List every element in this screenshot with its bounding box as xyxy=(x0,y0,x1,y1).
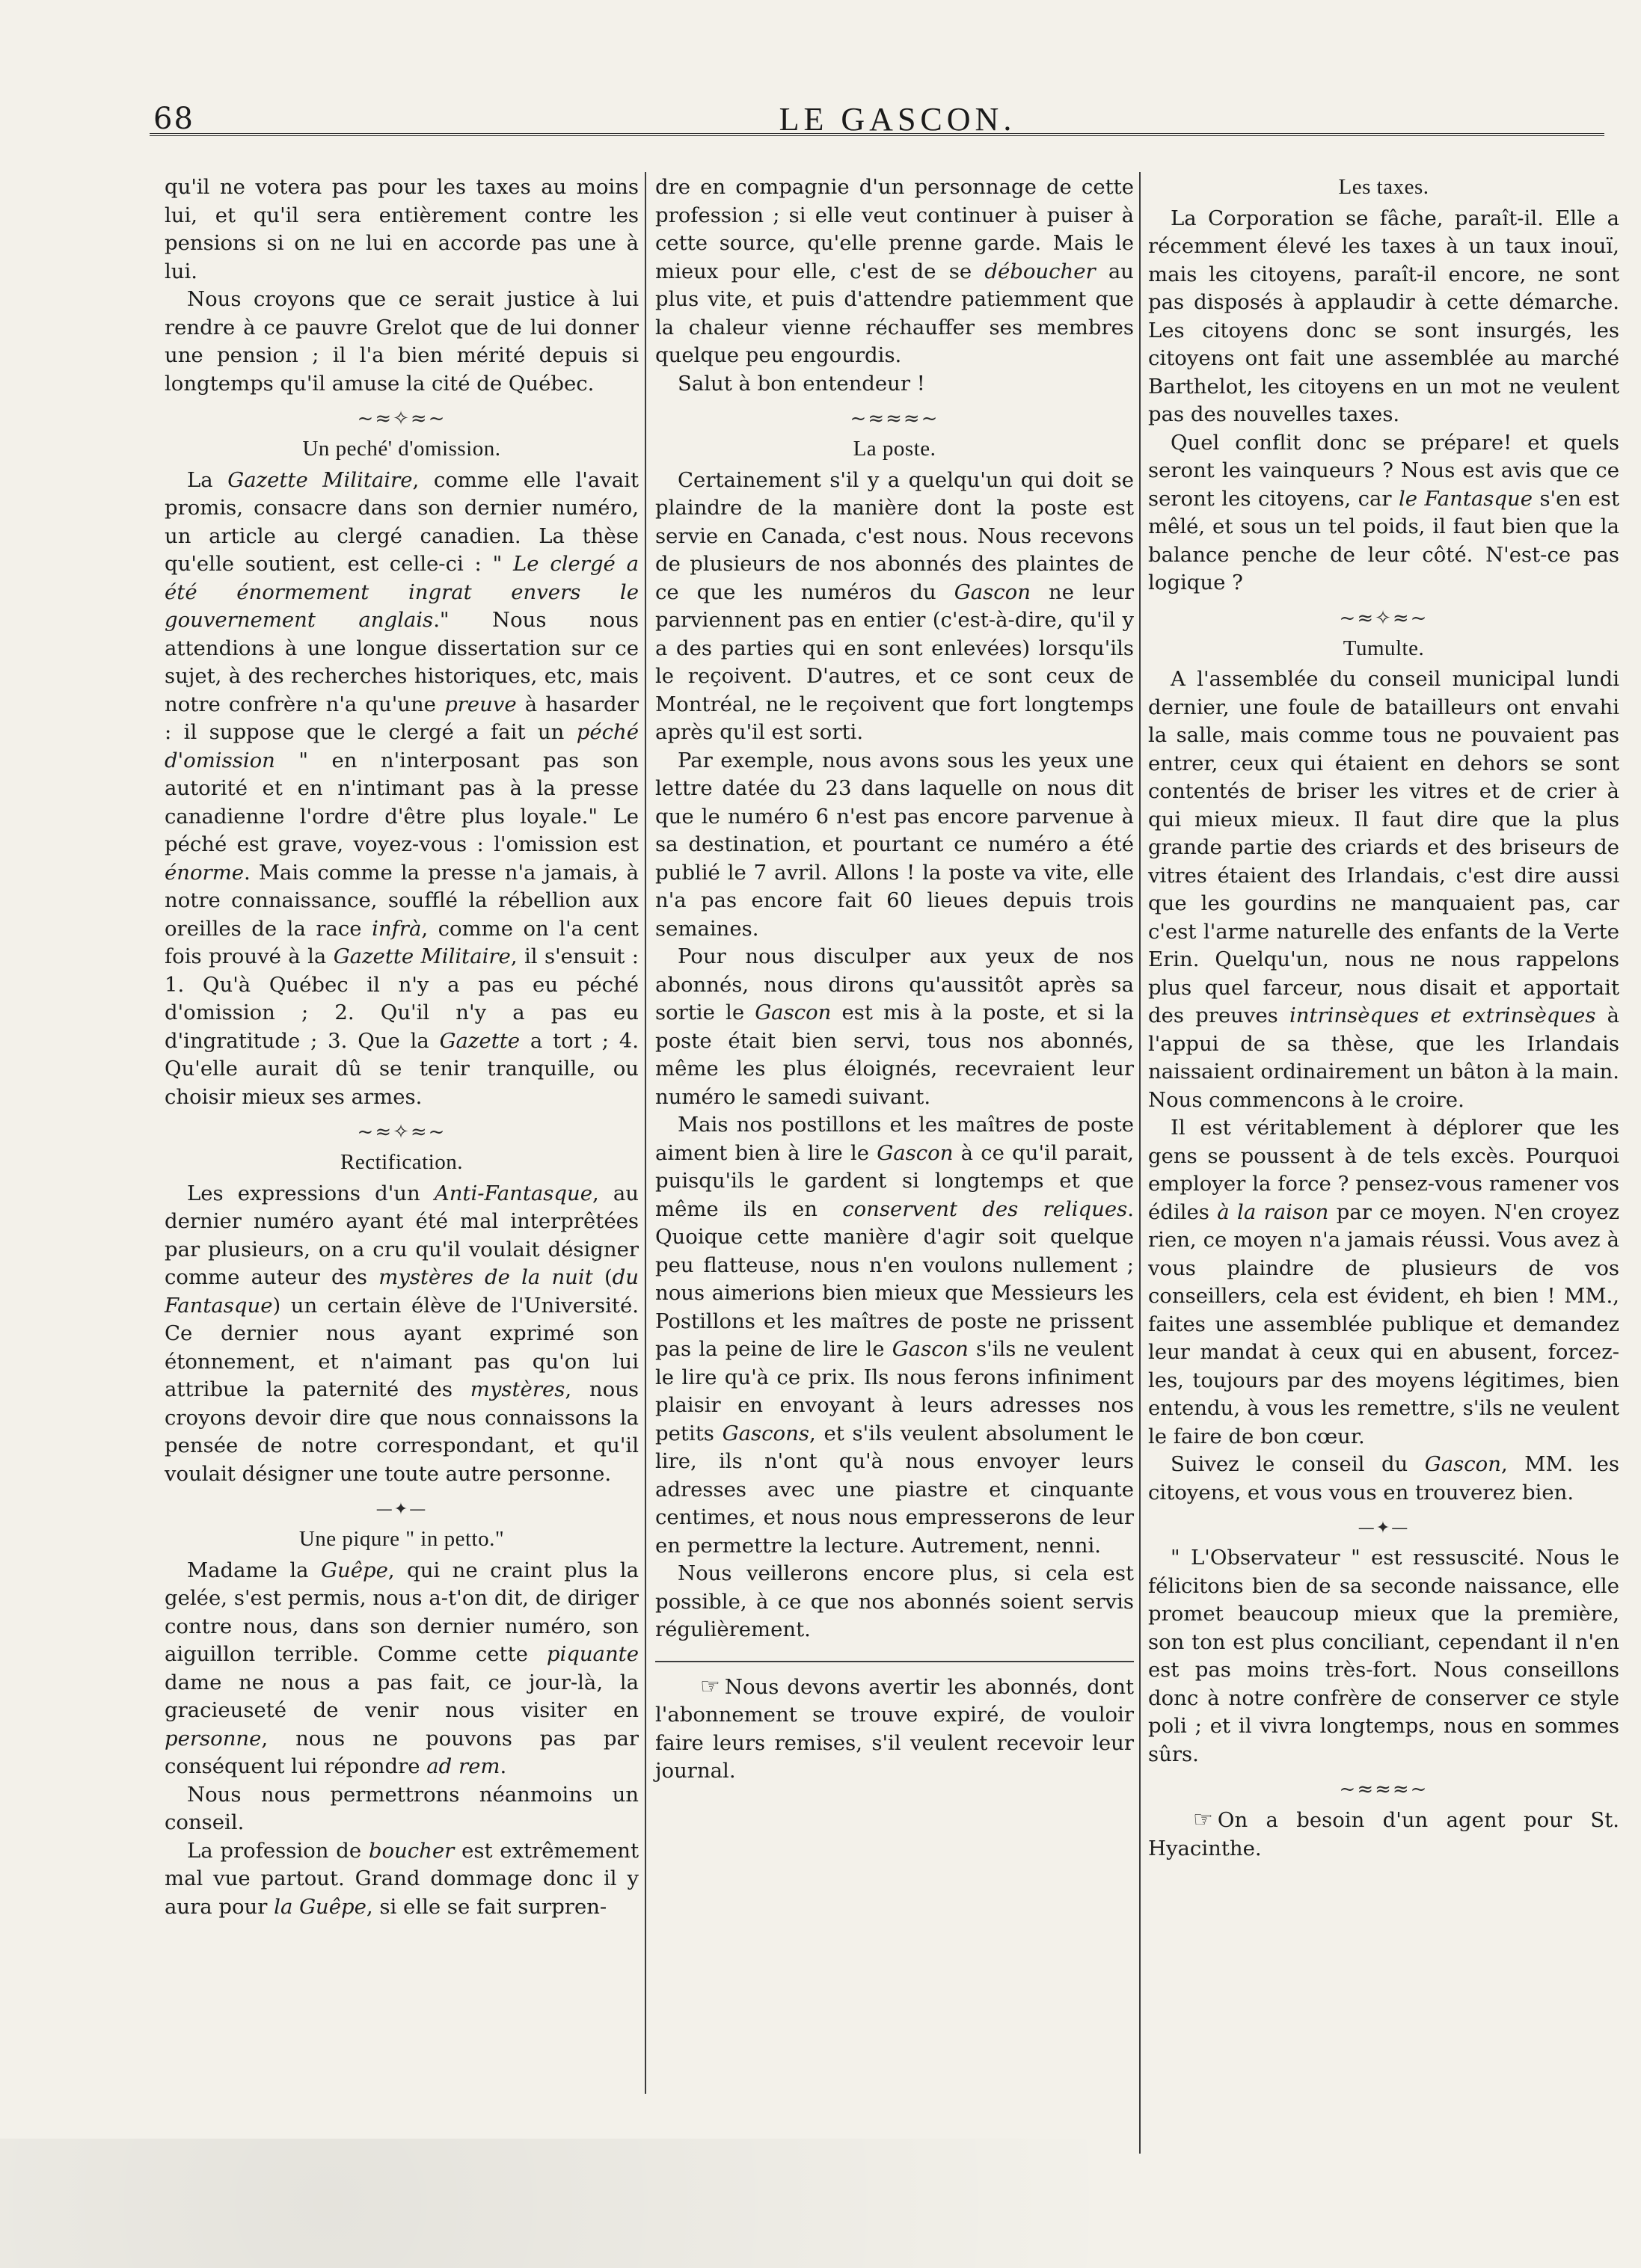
pointing-hand-icon: ☞ xyxy=(1193,1807,1213,1833)
article-heading-omission: Un peché' d'omission. xyxy=(302,437,501,461)
paper-texture xyxy=(0,2139,1641,2268)
header-rule xyxy=(150,133,1604,141)
paragraph: Quel conflit donc se prépare! et quels seront les vainqueurs ? Nous est avis que ce seront les citoyens, car le Fantasque s'en est mêlé, et sous un tel poids, il faut bien que la balance penche de leur côté. N'est-ce pas logique ? xyxy=(1148,430,1619,594)
paragraph: A l'assemblée du conseil municipal lundi dernier, une foule de batailleurs ont envahi la salle, mais comme tous ne pouvaient pas entrer, ceux qui étaient en dehors se sont contentés de briser les vitres et de crier à qui mieux mieux. Il faut dire que la plus grande partie des criards et des briseurs de vitres étaient des Irlandais, c'est dire aussi que les gourdins ne manquaient pas, car c'est l'arme naturelle des enfants de la Verte Erin. Quelqu'un, nous ne nous rappelons plus quel farceur, nous disait et apportait des preuves intrinsèques et extrinsèques à l'appui de sa thèse, que les Irlandais naissaient ordinairement un bâton à la main. Nous commencons à le croire. xyxy=(1148,667,1619,1112)
small-ornament-divider: —✦— xyxy=(1358,1519,1410,1537)
column-3 xyxy=(1148,173,1619,1863)
article-heading-piqure: Une piqure " in petto." xyxy=(298,1527,505,1551)
paragraph: Il est véritablement à déplorer que les gens se poussent à de tels excès. Pourquoi employer la force ? pensez-vous ramener vos édiles à la raison par ce moyen. N'en croyez rien, ce moyen n'a jamais réussi. Vous avez à vous plaindre de plusieurs de vos conseillers, cela est évident, eh bien ! MM., faites une assemblée publique et demandez leur mandat à ceux qui en abusent, forcez-les, toujours par des moyens légitimes, bien entendu, à vous les remettre, s'ils ne veulent le faire de bon cœur. xyxy=(1148,1116,1619,1448)
column-divider-2 xyxy=(1139,172,1141,2154)
paragraph: La profession de boucher est extrêmement mal vue partout. Grand dommage donc il y aura pour la Guêpe, si elle se fait surpren- xyxy=(165,1838,639,1919)
ornament-divider: ~≈✧≈~ xyxy=(357,408,447,430)
article-heading-tumulte: Tumulte. xyxy=(1343,636,1425,660)
column-divider-1 xyxy=(645,172,646,2094)
paragraph: Mais nos postillons et les maîtres de poste aiment bien à lire le Gascon à ce qu'il parait, puisqu'ils le gardent si longtemps et que même ils en conservent des reliques. Quoique cette manière d'agir soit quelque peu flatteuse, nous n'en voulons nullement ; nous aimerions bien mieux que Messieurs les Postillons et les maîtres de poste ne prissent pas la peine de lire le Gascon s'ils ne veulent le lire qu'à ce prix. Ils nous ferons infiniment plaisir en envoyant à leurs adresses nos petits Gascons, et s'ils veulent absolument le lire, ils n'ont qu'à nous envoyer leurs adresses avec une piastre et cinquante centimes, et nous nous empresserons de leur en permettre la lecture. Autrement, nenni. xyxy=(655,1113,1134,1558)
small-ornament-divider: —✦— xyxy=(375,1500,428,1519)
notice-paragraph: ☞ Nous devons avertir les abonnés, dont l'abonnement se trouve expiré, de vouloir faire leurs remises, s'il veulent recevoir leur journal. xyxy=(655,1673,1134,1783)
paragraph: qu'il ne votera pas pour les taxes au moins lui, et qu'il sera entièrement contre les pensions si on ne lui en accorde pas une à lui. xyxy=(165,175,639,283)
column-1 xyxy=(165,173,639,1921)
paragraph: Pour nous disculper aux yeux de nos abonnés, nous dirons qu'aussitôt après sa sortie le Gascon est mis à la poste, et si la poste était bien servi, tous nos abonnés, même les plus éloignés, recevraient leur numéro le samedi suivant. xyxy=(655,944,1134,1109)
paragraph: " L'Observateur " est ressuscité. Nous le félicitons bien de sa seconde naissance, elle promet beaucoup mieux que la première, son ton est plus conciliant, cependant il n'en est pas moins très-fort. Nous conseillons donc à notre confrère de conserver ce style poli ; et il vivra longtemps, nous en sommes sûrs. xyxy=(1148,1546,1619,1766)
paragraph: Madame la Guêpe, qui ne craint plus la gelée, s'est permis, nous a-t'on dit, de diriger contre nous, dans son dernier numéro, son aiguillon terrible. Comme cette piquante dame ne nous a pas fait, ce jour-là, la gracieuseté de venir nous visiter en personne, nous ne pouvons pas par conséquent lui répondre ad rem. xyxy=(165,1558,639,1778)
paragraph: Nous croyons que ce serait justice à lui rendre à ce pauvre Grelot que de lui donner une pension ; il l'a bien mérité depuis si longtemps qu'il amuse la cité de Québec. xyxy=(165,287,639,396)
paragraph: La Gazette Militaire, comme elle l'avait promis, consacre dans son dernier numéro, un article au clergé canadien. La thèse qu'elle soutient, est celle-ci : " Le clergé a été énormement ingrat envers le gouvernement anglais." Nous nous attendions à une longue dissertation sur ce sujet, à des recherches historiques, etc, mais notre confrère n'a qu'une preuve à hasarder : il suppose que le clergé a fait un péché d'omission " en n'interposant pas son autorité et en n'intimant pas à la presse canadienne l'ordre d'être plus loyale." Le péché est grave, voyez-vous : l'omission est énorme. Mais comme la presse n'a jamais, à notre connaissance, soufflé la rébellion aux oreilles de la race infrà, comme on l'a cent fois prouvé à la Gazette Militaire, il s'ensuit : 1. Qu'à Québec il n'y a pas eu péché d'omission ; 2. Qu'il n'y a pas eu d'ingratitude ; 3. Que la Gazette a tort ; 4. Qu'elle aurait dû se tenir tranquille, ou choisir mieux ses armes. xyxy=(165,467,639,1109)
paragraph: Certainement s'il y a quelqu'un qui doit se plaindre de la manière dont la poste est servie en Canada, c'est nous. Nous recevons de plusieurs de nos abonnés des plaintes de ce que les numéros du Gascon ne leur parviennent pas en entier (c'est-à-dire, qu'il y a des parties qui en sont enlevées) lorsqu'ils le reçoivent. D'autres, et ce sont ceux de Montréal, ne le reçoivent que fort longtemps après qu'il est sorti. xyxy=(655,467,1134,744)
pointing-hand-icon: ☞ xyxy=(700,1673,720,1700)
article-heading-taxes: Les taxes. xyxy=(1338,175,1429,199)
article-heading-rectification: Rectification. xyxy=(340,1150,464,1174)
paragraph: Nous nous permettrons néanmoins un conseil. xyxy=(165,1782,639,1834)
paragraph: Les expressions d'un Anti-Fantasque, au dernier numéro ayant été mal interprêtées par plusieurs, on a cru qu'il voulait désigner comme auteur des mystères de la nuit (du Fantasque) un certain élève de l'Université. Ce dernier nous ayant exprimé son étonnement, et n'aimant pas qu'on lui attribue la paternité des mystères, nous croyons devoir dire que nous connaissons la pensée de notre correspondant, et qu'il voulait désigner une toute autre personne. xyxy=(165,1181,639,1486)
ornament-divider: ~≈≈≈~ xyxy=(1339,1778,1429,1801)
paragraph: Par exemple, nous avons sous les yeux une lettre datée du 23 dans laquelle on nous dit que le numéro 6 n'est pas encore parvenue à sa destination, et pourtant ce numéro a été publié le 7 avril. Allons ! la poste va vite, elle n'a pas encore fait 60 lieues depuis trois semaines. xyxy=(655,748,1134,941)
paragraph: Salut à bon entendeur ! xyxy=(678,371,925,396)
ornament-divider: ~≈✧≈~ xyxy=(357,1121,447,1143)
paragraph: Suivez le conseil du Gascon, MM. les citoyens, et vous vous en trouverez bien. xyxy=(1148,1452,1619,1505)
notice-paragraph: ☞ On a besoin d'un agent pour St. Hyacinthe. xyxy=(1148,1807,1619,1860)
ornament-divider: ~≈≈≈~ xyxy=(850,408,939,430)
article-heading-poste: La poste. xyxy=(853,437,936,461)
section-rule xyxy=(655,1661,1134,1662)
column-2 xyxy=(655,173,1134,1786)
page-number: 68 xyxy=(153,102,194,136)
paragraph: La Corporation se fâche, paraît-il. Elle a récemment élevé les taxes à un taux inouï, mais les citoyens, paraît-il encore, ne sont pas disposés à applaudir à cette démarche. Les citoyens donc se sont insurgés, les citoyens ont fait une assemblée au marché Barthelot, les citoyens en un mot ne veulent pas des nouvelles taxes. xyxy=(1148,206,1619,426)
paragraph: dre en compagnie d'un personnage de cette profession ; si elle veut continuer à puiser à cette source, qu'elle prenne garde. Mais le mieux pour elle, c'est de se déboucher au plus vite, et puis d'attendre patiemment que la chaleur vienne réchauffer ses membres quelque peu engourdis. xyxy=(655,175,1134,367)
ornament-divider: ~≈✧≈~ xyxy=(1339,606,1429,630)
masthead-title: LE GASCON. xyxy=(779,101,1016,138)
paragraph: Nous veillerons encore plus, si cela est possible, à ce que nos abonnés soient servis régulièrement. xyxy=(655,1561,1134,1641)
